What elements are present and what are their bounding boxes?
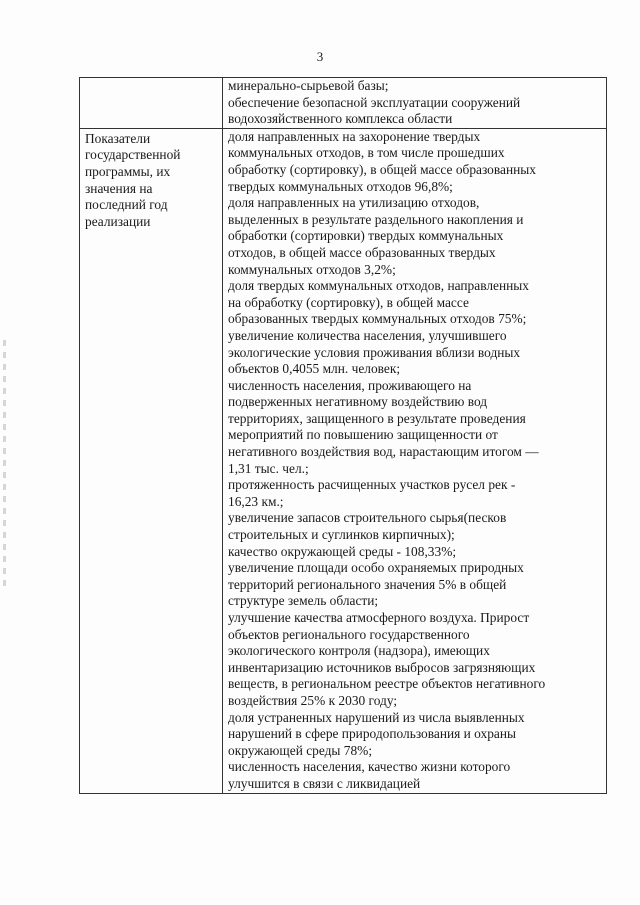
row-content-cell <box>223 78 607 129</box>
content-line: структуре земель области; <box>228 593 379 609</box>
row-label-cell <box>80 128 223 793</box>
content-line: численность населения, качество жизни которого <box>228 759 511 775</box>
content-line: окружающей среды 78%; <box>228 742 373 758</box>
program-passport-table <box>79 77 607 794</box>
content-line: обработку (сортировку), в общей массе образованных <box>228 161 536 177</box>
content-line: образованных твердых коммунальных отходов 75%; <box>228 311 527 327</box>
content-line: доля твердых коммунальных отходов, направленных <box>228 278 529 294</box>
row-label-line: Показатели <box>85 130 151 146</box>
content-line: улучшится в связи с ликвидацией <box>228 775 421 791</box>
content-line: экологического контроля (надзора), имеющих <box>228 643 490 659</box>
content-line: территориях, защищенного в результате проведения <box>228 410 526 426</box>
content-line: увеличение количества населения, улучшившего <box>228 327 507 343</box>
content-line: обеспечение безопасной эксплуатации сооружений <box>228 94 521 110</box>
content-line: качество окружающей среды - 108,33%; <box>228 543 457 559</box>
page-number: 3 <box>316 49 324 64</box>
content-line: 16,23 км.; <box>228 493 284 509</box>
content-line: отходов, в общей массе образованных твердых <box>228 244 496 260</box>
content-line: обработки (сортировки) твердых коммунальных <box>228 228 504 244</box>
content-line: доля направленных на утилизацию отходов, <box>228 195 480 211</box>
row-label-line: реализации <box>85 213 151 229</box>
content-line: минерально-сырьевой базы; <box>228 78 389 93</box>
content-line: коммунальных отходов 3,2%; <box>228 261 396 277</box>
content-line: на обработку (сортировку), в общей массе <box>228 294 469 310</box>
content-line: увеличение площади особо охраняемых природных <box>228 560 524 576</box>
content-line: доля направленных на захоронение твердых <box>228 128 481 144</box>
content-line: выделенных в результате раздельного накопления и <box>228 211 524 227</box>
content-line: веществ, в региональном реестре объектов негативного <box>228 676 546 692</box>
content-line: экологические условия проживания вблизи водных <box>228 344 521 360</box>
row-label-line: государственной <box>85 147 181 163</box>
content-line: улучшение качества атмосферного воздуха. Прирост <box>228 610 530 625</box>
row-label-cell <box>80 78 223 129</box>
content-line: твердых коммунальных отходов 96,8%; <box>228 178 453 194</box>
table-row <box>80 78 607 129</box>
row-label-line: последний год <box>85 197 168 213</box>
content-line: территорий регионального значения 5% в общей <box>228 576 507 592</box>
content-line: нарушений в сфере природопользования и охраны <box>228 726 517 742</box>
content-line: водохозяйственного комплекса области <box>228 111 453 127</box>
content-line: коммунальных отходов, в том числе прошедших <box>228 145 505 161</box>
content-line: увеличение запасов строительного сырья(песков <box>228 510 507 526</box>
content-line: 1,31 тыс. чел.; <box>228 460 309 476</box>
content-line: доля устраненных нарушений из числа выявленных <box>228 709 525 725</box>
content-line: объектов регионального государственного <box>228 626 470 642</box>
content-line: протяженность расчищенных участков русел рек - <box>228 477 516 493</box>
content-line: мероприятий по повышению защищенности от <box>228 427 498 443</box>
content-line: объектов 0,4055 млн. человек; <box>228 361 401 377</box>
content-line: строительных и суглинков кирпичных); <box>228 527 455 543</box>
content-line: воздействия 25% к 2030 году; <box>228 692 398 708</box>
content-line: подверженных негативному воздействию вод <box>228 394 488 410</box>
row-label-line: программы, их <box>85 163 171 179</box>
table-row <box>80 128 607 793</box>
content-line: инвентаризацию источников выбросов загрязняющих <box>228 659 536 675</box>
scan-margin-artifact <box>3 340 6 590</box>
content-line: численность населения, проживающего на <box>228 377 472 393</box>
content-line: негативного воздействия вод, нарастающим итогом — <box>228 444 539 460</box>
row-content-cell <box>223 128 607 793</box>
row-label-line: значения на <box>85 180 153 196</box>
